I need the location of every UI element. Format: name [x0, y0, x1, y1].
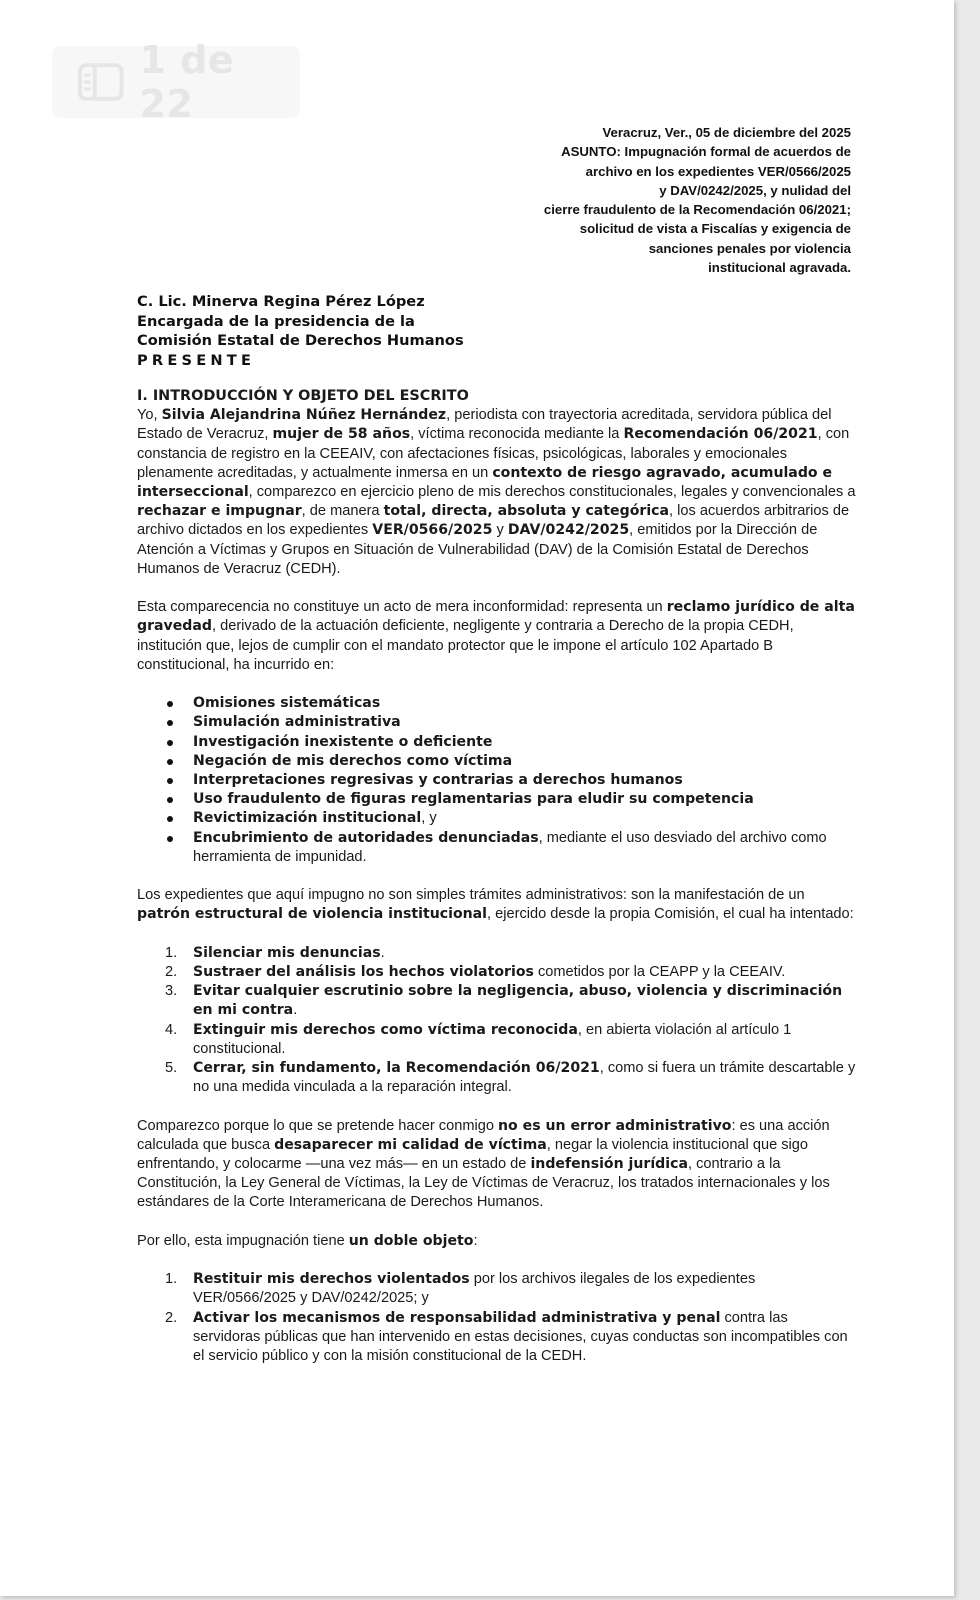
paragraph-objeto: Por ello, esta impugnación tiene un doble objeto: [137, 1232, 478, 1249]
list-item: 2. Activar los mecanismos de responsabilidad administrativa y penal contra las servidoras públicas que han intervenido en estas decisiones, cuyas conductas son incompatibles con el servicio público y con la misión constitucional de la CEDH. [165, 1309, 848, 1365]
list-item: Omisiones sistemáticas [137, 694, 857, 713]
header-date: Veracruz, Ver., 05 de diciembre del 2025 [602, 125, 851, 140]
bullet-icon [167, 720, 173, 726]
bullet-icon [167, 836, 173, 842]
header-subject-line: institucional agravada. [708, 260, 851, 276]
section-heading: I. INTRODUCCIÓN Y OBJETO DEL ESCRITO [137, 388, 469, 404]
document-pages-icon [78, 63, 124, 101]
paragraph-comparecencia: Esta comparecencia no constituye un acto de mera inconformidad: representa un reclamo jurídico de alta gravedad, derivado de la actuación deficiente, negligente y contraria a Derecho de la propia CEDH, institución que, lejos de cumplir con el mandato protector que le impone el artículo 102 Apartado B constitucional, ha incurrido en: [137, 599, 855, 673]
list-item: 3. Evitar cualquier escrutinio sobre la negligencia, abuso, violencia y discriminación en mi contra. [165, 983, 843, 1019]
header-subject-line: cierre fraudulento de la Recomendación 06/2021; [543, 202, 851, 218]
paragraph-comparezco: Comparezco porque lo que se pretende hacer conmigo no es un error administrativo: es una acción calculada que busca desaparecer mi calidad de víctima, negar la violencia institucional que sigo enfrentando, y colocarme —una vez más— en un estado de indefensión jurídica, contrario a la Constitución, la Ley General de Víctimas, la Ley de Víctimas de Veracruz, los tratados internacionales y los estándares de la Corte Interamericana de Derechos Humanos. [137, 1117, 830, 1211]
bullet-icon [167, 701, 173, 707]
bullet-icon [167, 816, 173, 822]
addressee-presente: PRESENTE [137, 351, 256, 369]
paragraph-expedientes: Los expedientes que aquí impugno no son simples trámites administrativos: son la manifestación de un patrón estructural de violencia institucional, ejercido desde la propia Comisión, el cual ha intentado: [137, 887, 854, 923]
bullet-icon [167, 797, 173, 803]
addressee-institution: Comisión Estatal de Derechos Humanos [137, 332, 464, 349]
letter-body [137, 387, 857, 1366]
list-item: 5. Cerrar, sin fundamento, la Recomendación 06/2021, como si fuera un trámite descartable y no una medida vinculada a la reparación integral. [165, 1060, 856, 1096]
page-indicator-label: 1 de 22 [139, 38, 235, 126]
list-item: 1. Silenciar mis denuncias. [165, 944, 385, 961]
list-item: 1. Restituir mis derechos violentados por los archivos ilegales de los expedientes VER/0566/2025 y DAV/0242/2025; y [165, 1271, 756, 1307]
header-subject-line: solicitud de vista a Fiscalías y exigencia de [579, 221, 851, 237]
list-item: Simulación administrativa [137, 713, 857, 732]
list-item: 4. Extinguir mis derechos como víctima reconocida, en abierta violación al artículo 1 constitucional. [165, 1021, 792, 1057]
letter-header [431, 123, 851, 277]
list-item: Investigación inexistente o deficiente [137, 733, 857, 752]
bullet-icon [167, 740, 173, 746]
header-subject-line: y DAV/0242/2025, y nulidad del [659, 182, 851, 198]
list-item: 2. Sustraer del análisis los hechos violatorios cometidos por la CEAPP y la CEEAIV. [165, 964, 786, 981]
list-item: Revictimización institucional, y [137, 809, 857, 828]
list-item: Interpretaciones regresivas y contrarias a derechos humanos [137, 771, 857, 790]
addressee-block [137, 292, 464, 370]
paragraph-introduction: Yo, Silvia Alejandrina Núñez Hernández, periodista con trayectoria acreditada, servidora pública del Estado de Veracruz, mujer de 58 años, víctima reconocida mediante la Recomendación 06/2021, con constancia de registro en la CEEAIV, con afectaciones físicas, psicológicas, laborales y emocionales plenamente acreditadas, y actualmente inmersa en un contexto de riesgo agravado, acumulado e interseccional, comparezco en ejercicio pleno de mis derechos constitucionales, legales y convencionales a rechazar e impugnar, de manera total, directa, absoluta y categórica, los acuerdos arbitrarios de archivo dictados en los expedientes VER/0566/2025 y DAV/0242/2025, emitidos por la Dirección de Atención a Víctimas y Grupos en Situación de Vulnerabilidad (DAV) de la Comisión Estatal de Derechos Humanos de Veracruz (CEDH). [137, 407, 856, 577]
bullet-icon [167, 778, 173, 784]
header-subject-line: archivo en los expedientes VER/0566/2025 [585, 163, 851, 179]
addressee-title: Encargada de la presidencia de la [137, 312, 415, 330]
page-indicator[interactable] [52, 38, 300, 126]
header-subject-line: ASUNTO: Impugnación formal de acuerdos de [561, 144, 851, 160]
list-item: Encubrimiento de autoridades denunciadas, mediante el uso desviado del archivo como herramienta de impunidad. [137, 829, 857, 867]
addressee-name: C. Lic. Minerva Regina Pérez López [137, 293, 425, 310]
numbered-list-intentos [137, 944, 857, 1098]
bullet-icon [167, 759, 173, 765]
list-item: Negación de mis derechos como víctima [137, 752, 857, 771]
numbered-list-objetos [137, 1270, 857, 1366]
bullet-list-omisiones [137, 694, 857, 867]
list-item: Uso fraudulento de figuras reglamentarias para eludir su competencia [137, 790, 857, 809]
header-subject-line: sanciones penales por violencia [648, 240, 851, 256]
